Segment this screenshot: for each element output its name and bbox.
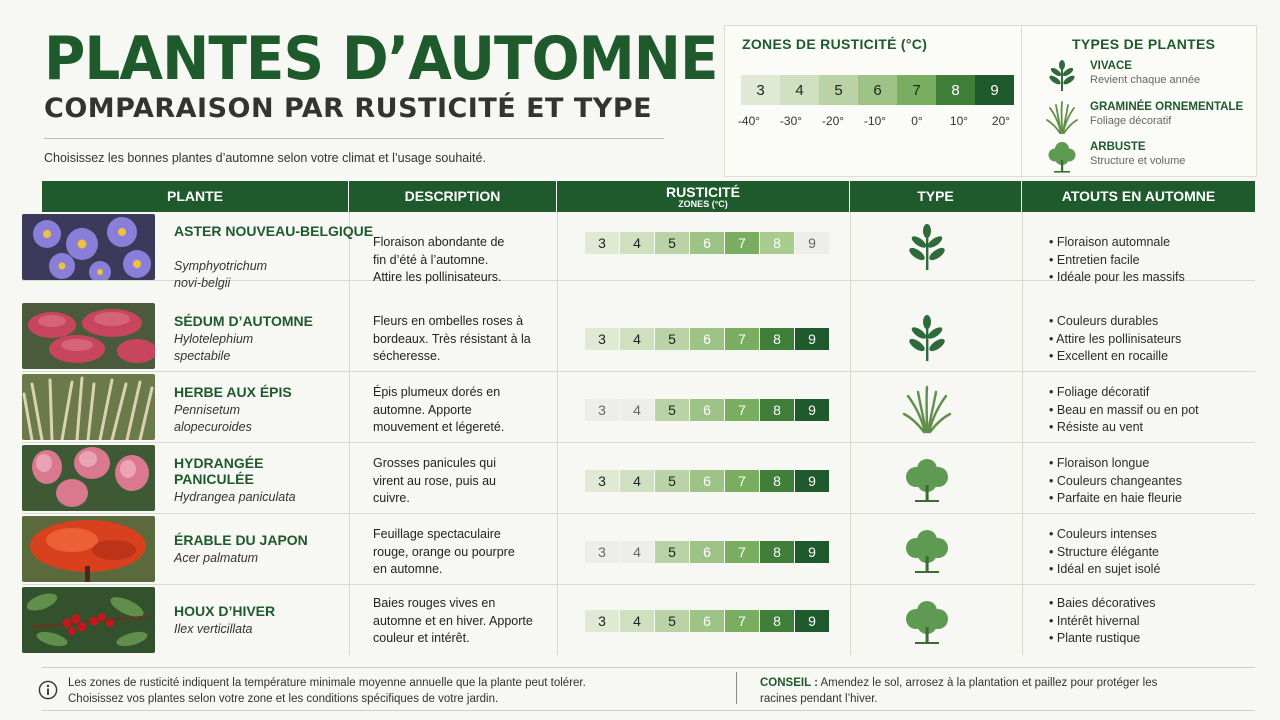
table-row xyxy=(22,445,1255,514)
rating-zone-7: 7 xyxy=(725,610,759,632)
benefit-item: • Parfaite en haie fleurie xyxy=(1049,490,1182,508)
rating-zone-4: 4 xyxy=(620,232,654,254)
header-plante: PLANTE xyxy=(42,181,349,212)
rating-zone-4: 4 xyxy=(620,470,654,492)
rating-zone-9: 9 xyxy=(795,232,829,254)
rating-zone-9: 9 xyxy=(795,541,829,563)
zone-temperature-label: -20° xyxy=(821,114,845,128)
type-desc: Revient chaque année xyxy=(1090,74,1201,86)
benefit-item: • Floraison longue xyxy=(1049,455,1182,473)
rating-zone-5: 5 xyxy=(655,541,689,563)
shrub-icon xyxy=(902,526,952,576)
plant-types-legend xyxy=(1021,25,1257,177)
info-icon xyxy=(38,680,58,700)
plant-benefits xyxy=(1049,313,1181,366)
benefit-item: • Foliage décoratif xyxy=(1049,384,1199,402)
plant-name: ÉRABLE DU JAPON xyxy=(174,532,308,548)
footer-note: Les zones de rusticité indiquent la température minimale moyenne annuelle que la plante peut tolérer. Choisissez vos plantes selon votre zone et les conditions spécifiques de votre jardin. xyxy=(68,677,586,705)
perennial-leaf-icon xyxy=(1046,59,1078,93)
plant-description: Fleurs en ombelles roses à bordeaux. Très résistant à la sécheresse. xyxy=(373,314,531,363)
rating-zone-5: 5 xyxy=(655,232,689,254)
holly-photo xyxy=(22,587,155,653)
type-name: GRAMINÉE ORNEMENTALE xyxy=(1090,101,1244,113)
footer-tip xyxy=(760,675,1180,707)
plant-latin-name: Acer palmatum xyxy=(174,551,259,565)
rating-zone-3: 3 xyxy=(585,328,619,350)
zone-swatch-6: 6 xyxy=(858,75,897,105)
types-legend-title: TYPES DE PLANTES xyxy=(1072,36,1216,52)
benefit-item: • Structure élégante xyxy=(1049,544,1160,562)
table-row xyxy=(22,516,1255,585)
footer-bottom-divider xyxy=(42,710,1255,711)
rating-zone-6: 6 xyxy=(690,399,724,421)
benefit-item: • Beau en massif ou en pot xyxy=(1049,402,1199,420)
rating-zone-9: 9 xyxy=(795,328,829,350)
header-rusticite: RUSTICITÉ ZONES (°C) xyxy=(557,181,850,212)
maple-photo xyxy=(22,516,155,582)
rating-zone-3: 3 xyxy=(585,610,619,632)
rating-zone-8: 8 xyxy=(760,399,794,421)
table-row xyxy=(22,212,1255,290)
header-description: DESCRIPTION xyxy=(349,181,557,212)
hardiness-rating xyxy=(585,470,830,492)
hardiness-rating xyxy=(585,610,830,632)
grass-icon xyxy=(902,384,952,434)
type-legend-vivace xyxy=(1046,59,1200,93)
plant-benefits xyxy=(1049,595,1156,648)
benefit-item: • Attire les pollinisateurs xyxy=(1049,331,1181,349)
plant-latin-name: Hylotelephium spectabile xyxy=(174,332,254,363)
zone-temperature-label: 20° xyxy=(991,114,1011,128)
plant-benefits xyxy=(1049,234,1185,287)
zones-legend-title: ZONES DE RUSTICITÉ (°C) xyxy=(742,36,928,52)
page-title: PLANTES D’AUTOMNE xyxy=(44,24,718,94)
benefit-item: • Couleurs changeantes xyxy=(1049,473,1182,491)
zone-swatch-9: 9 xyxy=(975,75,1014,105)
type-name: ARBUSTE xyxy=(1090,141,1146,153)
plant-name: SÉDUM D’AUTOMNE xyxy=(174,313,313,329)
table-row xyxy=(22,303,1255,372)
zones-color-strip xyxy=(741,75,1014,105)
header-atouts: ATOUTS EN AUTOMNE xyxy=(1061,188,1216,204)
type-legend-arbuste xyxy=(1046,140,1185,174)
tip-label: CONSEIL : xyxy=(760,677,818,689)
rating-zone-5: 5 xyxy=(655,399,689,421)
rating-zone-5: 5 xyxy=(655,470,689,492)
benefit-item: • Plante rustique xyxy=(1049,630,1156,648)
zone-swatch-7: 7 xyxy=(897,75,936,105)
hardiness-rating xyxy=(585,328,830,350)
rating-zone-6: 6 xyxy=(690,470,724,492)
rating-zone-7: 7 xyxy=(725,541,759,563)
page-subtitle: COMPARAISON PAR RUSTICITÉ ET TYPE xyxy=(44,93,653,124)
zone-temperature-label: -10° xyxy=(863,114,887,128)
benefit-item: • Couleurs intenses xyxy=(1049,526,1160,544)
rating-zone-8: 8 xyxy=(760,541,794,563)
benefit-item: • Baies décoratives xyxy=(1049,595,1156,613)
plant-latin-name: Hydrangea paniculata xyxy=(174,490,296,504)
type-legend-graminee xyxy=(1046,100,1243,134)
hardiness-rating xyxy=(585,541,830,563)
rating-zone-6: 6 xyxy=(690,541,724,563)
rating-zone-3: 3 xyxy=(585,232,619,254)
plant-name: HOUX D’HIVER xyxy=(174,603,276,619)
perennial-leaf-icon xyxy=(902,222,952,272)
plant-description: Floraison abondante de fin d’été à l’automne. Attire les pollinisateurs. xyxy=(373,235,505,284)
rating-zone-9: 9 xyxy=(795,399,829,421)
rating-zone-7: 7 xyxy=(725,328,759,350)
benefit-item: • Excellent en rocaille xyxy=(1049,348,1181,366)
benefit-item: • Floraison automnale xyxy=(1049,234,1185,252)
rating-zone-9: 9 xyxy=(795,470,829,492)
footer-divider xyxy=(42,667,1255,668)
intro-text: Choisissez les bonnes plantes d’automne selon votre climat et l’usage souhaité. xyxy=(44,151,486,165)
plant-benefits xyxy=(1049,526,1160,579)
rating-zone-3: 3 xyxy=(585,399,619,421)
perennial-leaf-icon xyxy=(902,313,952,363)
benefit-item: • Entretien facile xyxy=(1049,252,1185,270)
plant-latin-name: Symphyotrichum novi-belgii xyxy=(174,259,268,290)
rating-zone-6: 6 xyxy=(690,328,724,350)
plant-latin-name: Ilex verticillata xyxy=(174,622,253,636)
hardiness-rating xyxy=(585,232,830,254)
rating-zone-8: 8 xyxy=(760,232,794,254)
benefit-item: • Idéal en sujet isolé xyxy=(1049,561,1160,579)
plant-benefits xyxy=(1049,455,1182,508)
plant-latin-name: Pennisetum alopecuroides xyxy=(174,403,252,434)
tip-text: Amendez le sol, arrosez à la plantation et paillez pour protéger les racines pendant l’hiver. xyxy=(760,677,1158,705)
grass-photo xyxy=(22,374,155,440)
aster-photo xyxy=(22,214,155,280)
rating-zone-8: 8 xyxy=(760,610,794,632)
hardiness-rating xyxy=(585,399,830,421)
plant-description: Baies rouges vives en automne et en hiver. Apporte couleur et intérêt. xyxy=(373,596,533,645)
rating-zone-7: 7 xyxy=(725,399,759,421)
table-row xyxy=(22,587,1255,655)
shrub-icon xyxy=(902,597,952,647)
zone-temperature-label: -30° xyxy=(779,114,803,128)
zone-swatch-8: 8 xyxy=(936,75,975,105)
rating-zone-4: 4 xyxy=(620,399,654,421)
rating-zone-7: 7 xyxy=(725,232,759,254)
plant-benefits xyxy=(1049,384,1199,437)
rating-zone-3: 3 xyxy=(585,541,619,563)
rating-zone-3: 3 xyxy=(585,470,619,492)
benefit-item: • Résiste au vent xyxy=(1049,419,1199,437)
zone-swatch-3: 3 xyxy=(741,75,780,105)
plant-name: ASTER NOUVEAU-BELGIQUE xyxy=(174,223,374,239)
rating-zone-4: 4 xyxy=(620,610,654,632)
plant-description: Grosses panicules qui virent au rose, puis au cuivre. xyxy=(373,456,496,505)
rating-zone-5: 5 xyxy=(655,328,689,350)
rating-zone-9: 9 xyxy=(795,610,829,632)
type-desc: Structure et volume xyxy=(1090,155,1186,167)
shrub-icon xyxy=(902,455,952,505)
plant-name: HYDRANGÉE PANICULÉE xyxy=(174,455,264,487)
header-type: TYPE xyxy=(850,181,1022,212)
plant-name: HERBE AUX ÉPIS xyxy=(174,384,292,400)
table-header xyxy=(42,181,1255,212)
title-divider xyxy=(44,138,664,139)
zone-swatch-5: 5 xyxy=(819,75,858,105)
rating-zone-6: 6 xyxy=(690,232,724,254)
plant-description: Épis plumeux dorés en automne. Apporte mouvement et légereté. xyxy=(373,385,505,434)
rating-zone-8: 8 xyxy=(760,470,794,492)
table-row xyxy=(22,374,1255,443)
hydrangea-photo xyxy=(22,445,155,511)
rating-zone-6: 6 xyxy=(690,610,724,632)
type-name: VIVACE xyxy=(1090,60,1132,72)
rating-zone-4: 4 xyxy=(620,541,654,563)
plant-description: Feuillage spectaculaire rouge, orange ou pourpre en automne. xyxy=(373,527,515,576)
rating-zone-7: 7 xyxy=(725,470,759,492)
benefit-item: • Intérêt hivernal xyxy=(1049,613,1156,631)
benefit-item: • Couleurs durables xyxy=(1049,313,1181,331)
footer-separator xyxy=(736,672,737,704)
sedum-photo xyxy=(22,303,155,369)
grass-icon xyxy=(1046,100,1078,134)
rating-zone-5: 5 xyxy=(655,610,689,632)
zone-temperature-label: -40° xyxy=(737,114,761,128)
benefit-item: • Idéale pour les massifs xyxy=(1049,269,1185,287)
hardiness-zones-legend xyxy=(724,25,1022,177)
shrub-icon xyxy=(1046,140,1078,174)
zone-temperature-label: 10° xyxy=(949,114,969,128)
zone-temperature-label: 0° xyxy=(911,114,923,128)
rating-zone-8: 8 xyxy=(760,328,794,350)
rating-zone-4: 4 xyxy=(620,328,654,350)
type-desc: Foliage décoratif xyxy=(1090,115,1172,127)
zone-swatch-4: 4 xyxy=(780,75,819,105)
